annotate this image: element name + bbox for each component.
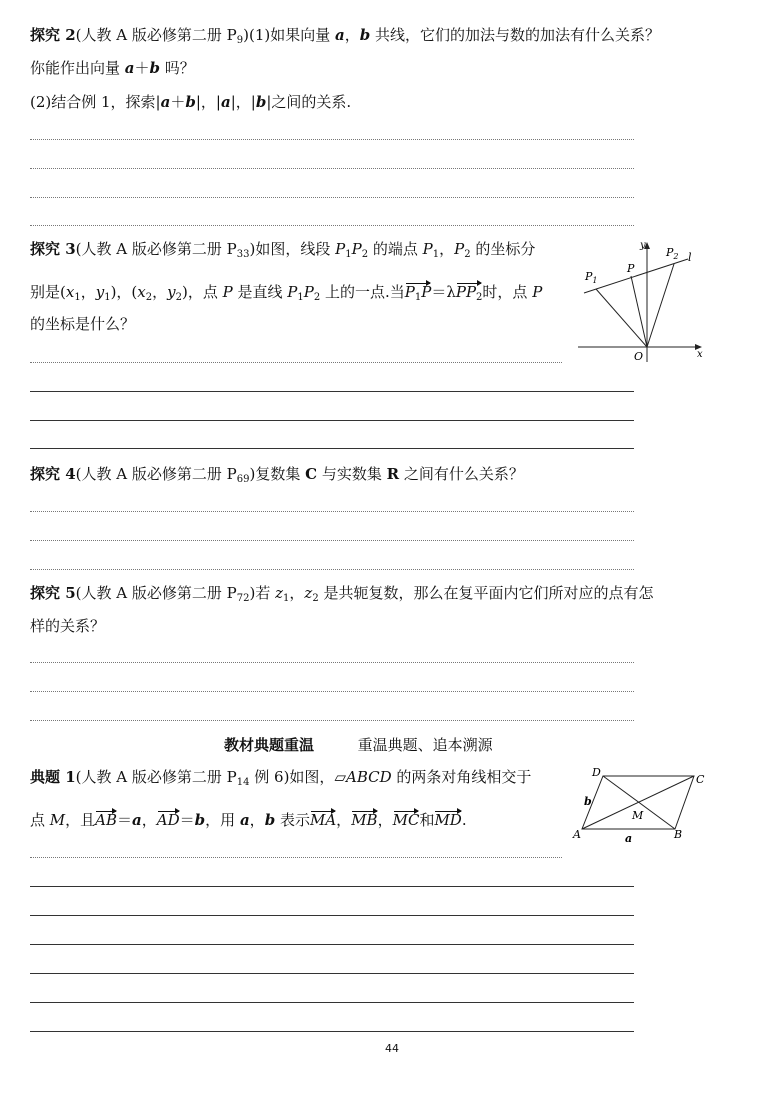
answer-line[interactable] xyxy=(30,720,634,721)
parallelogram-figure xyxy=(568,762,708,846)
fig-label-m: M xyxy=(632,809,644,822)
e2-line3: (2)结合例 1，探索|a＋b|，|a|，|b|之间的关系. xyxy=(30,93,352,111)
answer-line[interactable] xyxy=(30,168,634,169)
e5-label: 探究 5 xyxy=(30,584,76,602)
section-header xyxy=(224,735,493,755)
answer-line[interactable] xyxy=(30,1031,634,1032)
answer-line[interactable] xyxy=(30,540,634,541)
e3-line2: 别是($x_1$，$y_1$)，($x_2$，$y_2$)，点 P 是直线 $P_1P_2$ 上的一点.当$P_1P=\lambda PP_2$时，点 P xyxy=(30,283,543,303)
fig-label-p1: $P_1$ xyxy=(585,270,598,285)
vector-p1p: $P_1P$ xyxy=(404,283,432,303)
page-number: 44 xyxy=(385,1042,399,1055)
fig-label-c: C xyxy=(696,773,705,786)
vector-mc: MC xyxy=(392,811,420,829)
answer-line[interactable] xyxy=(30,225,634,226)
fig-label-p2: $P_2$ xyxy=(666,246,679,261)
vector-ad: AD xyxy=(156,811,180,829)
e4-label: 探究 4 xyxy=(30,465,76,483)
coordinate-figure xyxy=(576,236,706,366)
e3-line1: 探究 3(人教 A 版必修第二册 $P_{33}$)如图，线段 $P_1P_2$ 的端点 $P_1$，$P_2$ 的坐标分 xyxy=(30,240,536,260)
fig-label-vec-b: b xyxy=(584,795,592,808)
e4-line1: 探究 4(人教 A 版必修第二册 $P_{69}$)复数集 C 与实数集 R 之间有什么关系？ xyxy=(30,465,524,485)
answer-line[interactable] xyxy=(30,511,634,512)
answer-line[interactable] xyxy=(30,139,634,140)
d1-line1: 典题 1(人教 A 版必修第二册 $P_{14}$ 例 6)如图，▱ABCD 的两条对角线相交于 xyxy=(30,768,532,788)
fig-label-x: x xyxy=(697,349,703,360)
fig-label-y: y xyxy=(640,240,646,251)
fig-label-vec-a: a xyxy=(625,832,633,845)
fig-label-d: D xyxy=(592,766,601,779)
e2-line2: 你能作出向量 a＋b 吗？ xyxy=(30,59,195,77)
vector-pp2: $PP_2$ xyxy=(455,283,483,303)
vector-ma: MA xyxy=(309,811,337,829)
fig-label-o: O xyxy=(634,350,644,363)
vector-op xyxy=(631,276,647,347)
answer-line[interactable] xyxy=(30,1002,634,1003)
fig-label-b: B xyxy=(674,828,683,841)
section-title: 教材典题重温 xyxy=(224,736,315,754)
answer-line[interactable] xyxy=(30,197,634,198)
line-l xyxy=(584,259,688,293)
answer-line[interactable] xyxy=(30,886,634,887)
e2-label: 探究 2 xyxy=(30,26,76,44)
d1-line2: 点 M，且AB＝a，AD＝b，用 a，b 表示MA，MB，MC和MD. xyxy=(30,811,467,829)
answer-line[interactable] xyxy=(30,391,634,392)
e3-line3: 的坐标是什么？ xyxy=(30,315,136,333)
fig-label-l: l xyxy=(688,251,692,264)
answer-line[interactable] xyxy=(30,362,562,363)
vector-op1 xyxy=(596,289,647,347)
e5-line2: 样的关系？ xyxy=(30,617,106,635)
answer-line[interactable] xyxy=(30,569,634,570)
d1-label: 典题 1 xyxy=(30,768,76,786)
answer-line[interactable] xyxy=(30,973,634,974)
answer-line[interactable] xyxy=(30,915,634,916)
e3-label: 探究 3 xyxy=(30,240,76,258)
vector-md: MD xyxy=(434,811,462,829)
vector-op2 xyxy=(647,264,674,347)
e2-line1: 探究 2(人教 A 版必修第二册 $P_9)(1)$如果向量 a，b 共线，它们的加法与数的加法有什么关系？ xyxy=(30,26,661,46)
answer-line[interactable] xyxy=(30,944,634,945)
fig-label-p: P xyxy=(627,262,635,275)
answer-line[interactable] xyxy=(30,662,634,663)
answer-line[interactable] xyxy=(30,448,634,449)
answer-line[interactable] xyxy=(30,857,562,858)
answer-line[interactable] xyxy=(30,691,634,692)
section-subtitle: 重温典题、追本溯源 xyxy=(357,736,493,754)
vector-ab: AB xyxy=(95,811,118,829)
e5-line1: 探究 5(人教 A 版必修第二册 $P_{72}$)若 $z_1$，$z_2$ 是共轭复数，那么在复平面内它们所对应的点有怎 xyxy=(30,584,654,604)
fig-label-a: A xyxy=(573,828,581,841)
vector-mb: MB xyxy=(351,811,378,829)
answer-line[interactable] xyxy=(30,420,634,421)
